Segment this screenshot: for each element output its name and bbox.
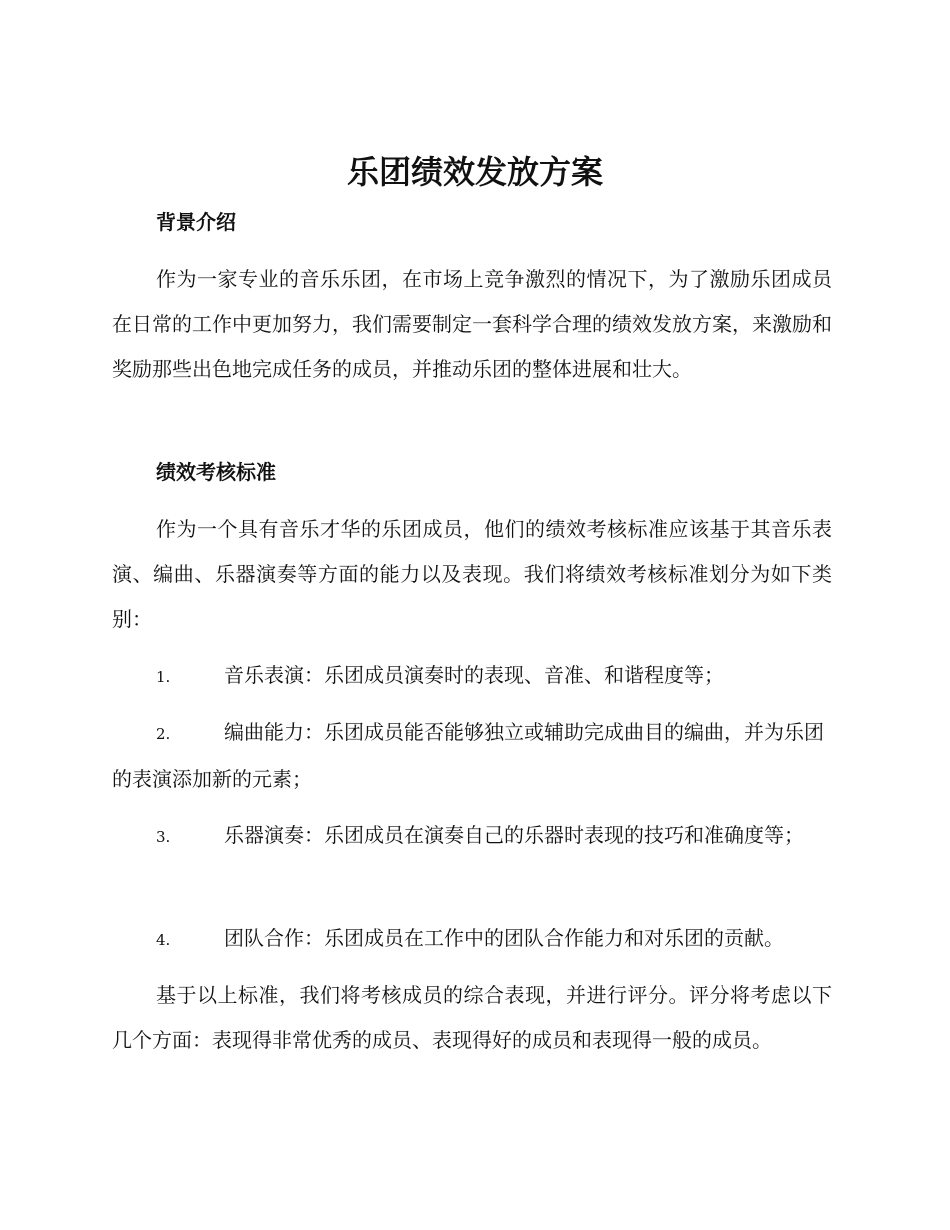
background-paragraph: 作为一家专业的音乐乐团，在市场上竞争激烈的情况下，为了激励乐团成员在日常的工作中更加努力，我们需要制定一套科学合理的绩效发放方案，来激励和奖励那些出色地完成任务的成员，并推动乐团的整体进展和壮大。 <box>112 267 832 381</box>
list-item-text: 音乐表演：乐团成员演奏时的表现、音准、和谐程度等； <box>224 663 724 687</box>
section-heading-background: 背景介绍 <box>156 210 236 234</box>
list-item <box>112 916 832 963</box>
list-item-text: 团队合作：乐团成员在工作中的团队合作能力和对乐团的贡献。 <box>224 926 784 950</box>
list-item <box>112 813 832 860</box>
section-heading-criteria: 绩效考核标准 <box>156 460 276 484</box>
page-title: 乐团绩效发放方案 <box>346 153 603 191</box>
list-item-number: 2. <box>156 725 171 743</box>
list-item <box>112 653 832 700</box>
list-item-number: 4. <box>156 931 171 949</box>
criteria-intro-paragraph: 作为一个具有音乐才华的乐团成员，他们的绩效考核标准应该基于其音乐表演、编曲、乐器演奏等方面的能力以及表现。我们将绩效考核标准划分为如下类别： <box>112 517 832 631</box>
list-item-text: 乐器演奏：乐团成员在演奏自己的乐器时表现的技巧和准确度等； <box>224 823 804 847</box>
criteria-closing-paragraph: 基于以上标准，我们将考核成员的综合表现，并进行评分。评分将考虑以下几个方面：表现得非常优秀的成员、表现得好的成员和表现得一般的成员。 <box>112 983 832 1052</box>
list-item-number: 3. <box>156 828 171 846</box>
list-item <box>112 710 832 802</box>
list-item-text: 编曲能力：乐团成员能否能够独立或辅助完成曲目的编曲，并为乐团的表演添加新的元素； <box>112 720 824 791</box>
list-item-number: 1. <box>156 668 171 686</box>
